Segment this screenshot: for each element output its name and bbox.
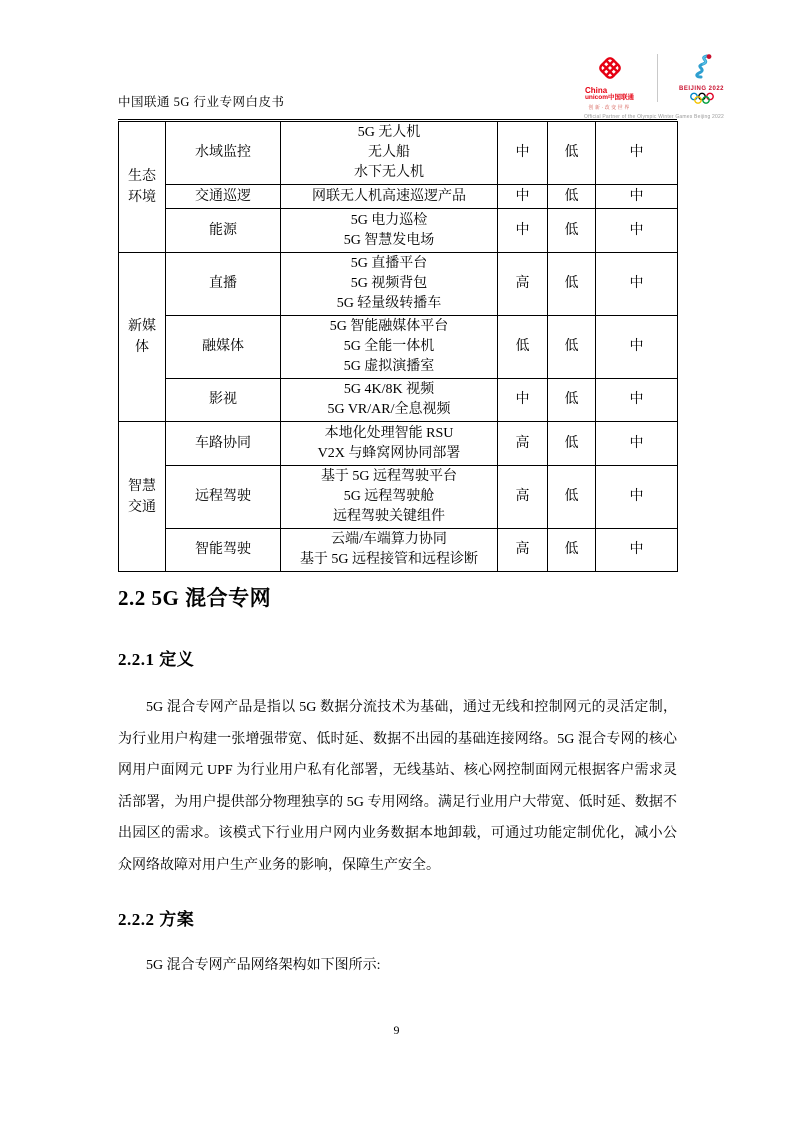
value-cell: 低 [548,122,596,185]
value-cell: 低 [498,316,548,379]
subcategory-cell: 水域监控 [166,122,281,185]
table-row [119,185,678,209]
subcategory-cell: 车路协同 [166,422,281,466]
definition-paragraph: 5G 混合专网产品是指以 5G 数据分流技术为基础，通过无线和控制网元的灵活定制，为行业用户构建一张增强带宽、低时延、数据不出园的基础连接网络。5G 混合专网的核心网用户面网元 UPF 为行业用户私有化部署，无线基站、核心网控制面网元根据客户需求灵活部署，为用户提供部分物理独享的 5G 专用网络。满足行业用户大带宽、低时延、数据不出园区的需求。该模式下行业用户网内业务数据本地卸载，可通过功能定制优化，减小公众网络故障对用户生产业务的影响，保障生产安全。 [118,700,677,873]
olympic-rings-icon [685,92,719,110]
subcategory-cell: 直播 [166,253,281,316]
category-cell: 生态环境 [119,122,166,253]
products-cell: 5G 智能融媒体平台 5G 全能一体机 5G 虚拟演播室 [281,316,498,379]
beijing2022-emblem-icon [685,54,719,85]
table-row [119,122,678,185]
products-cell: 网联无人机高速巡逻产品 [281,185,498,209]
beijing-2022-wordmark: BEIJING 2022 [678,86,725,92]
subcategory-cell: 融媒体 [166,316,281,379]
section-heading-2-2-2: 2.2.2 方案 [118,910,195,929]
subcategory-cell: 智能驾驶 [166,529,281,572]
table-row [119,316,678,379]
subcategory-cell: 能源 [166,209,281,253]
unicom-brand-line2: unicom中国联通 [584,94,635,101]
value-cell: 中 [498,185,548,209]
value-cell: 高 [498,253,548,316]
products-cell: 5G 电力巡检 5G 智慧发电场 [281,209,498,253]
table-row [119,466,678,529]
body-content [118,560,677,978]
subcategory-cell: 交通巡逻 [166,185,281,209]
page-number: 9 [393,1023,400,1037]
unicom-knot-icon [594,54,626,87]
industry-scenario-table [118,121,678,572]
value-cell: 低 [548,316,596,379]
value-cell: 低 [548,185,596,209]
subcategory-cell: 影视 [166,379,281,422]
value-cell: 中 [596,466,678,529]
products-cell: 基于 5G 远程驾驶平台 5G 远程驾驶舱 远程驾驶关键组件 [281,466,498,529]
unicom-slogan: 创新·改变世界 [588,104,631,111]
value-cell: 中 [498,209,548,253]
value-cell: 中 [596,122,678,185]
value-cell: 高 [498,422,548,466]
products-cell: 本地化处理智能 RSU V2X 与蜂窝网协同部署 [281,422,498,466]
products-cell: 5G 无人机 无人船 水下无人机 [281,122,498,185]
value-cell: 低 [548,253,596,316]
value-cell: 低 [548,209,596,253]
value-cell: 高 [498,466,548,529]
subcategory-cell: 远程驾驶 [166,466,281,529]
category-cell: 新媒体 [119,253,166,422]
products-cell: 云端/车端算力协同 基于 5G 远程接管和远程诊断 [281,529,498,572]
table-row [119,209,678,253]
value-cell: 中 [596,316,678,379]
value-cell: 中 [596,209,678,253]
scheme-paragraph: 5G 混合专网产品网络架构如下图所示: [146,958,381,973]
table-row [119,379,678,422]
value-cell: 中 [596,422,678,466]
value-cell: 低 [548,466,596,529]
doc-title: 中国联通 5G 行业专网白皮书 [118,92,677,120]
products-cell: 5G 4K/8K 视频 5G VR/AR/全息视频 [281,379,498,422]
value-cell: 中 [498,122,548,185]
partner-caption: Official Partner of the Olympic Winter Games Beijing 2022 [584,113,724,120]
value-cell: 低 [548,422,596,466]
section-heading-2-2: 2.2 5G 混合专网 [118,586,272,610]
unicom-brand-line1: China [584,86,608,95]
value-cell: 低 [548,379,596,422]
value-cell: 中 [596,185,678,209]
value-cell: 低 [548,529,596,572]
products-cell: 5G 直播平台 5G 视频背包 5G 轻量级转播车 [281,253,498,316]
table-row [119,253,678,316]
table-row [119,422,678,466]
category-cell: 智慧交通 [119,422,166,572]
value-cell: 中 [596,379,678,422]
value-cell: 中 [498,379,548,422]
value-cell: 中 [596,253,678,316]
value-cell: 高 [498,529,548,572]
section-heading-2-2-1: 2.2.1 定义 [118,650,195,669]
value-cell: 中 [596,529,678,572]
